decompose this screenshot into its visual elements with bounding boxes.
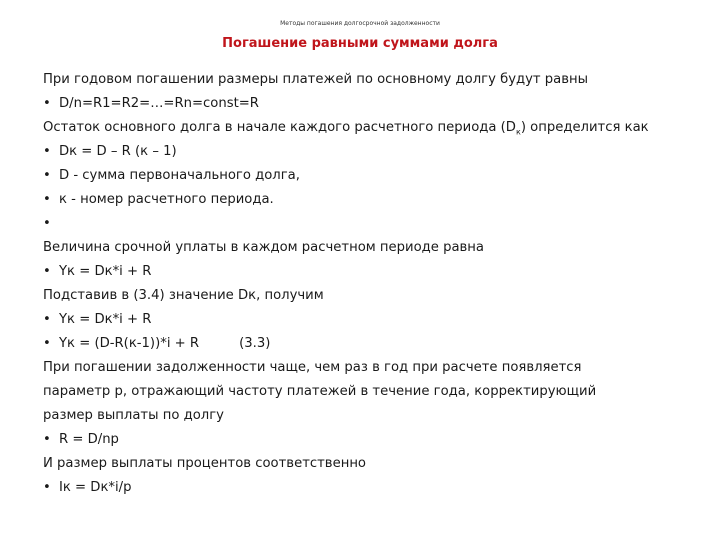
bullet-text: к - номер расчетного периода. — [59, 192, 274, 207]
text-line: При погашении задолженности чаще, чем раз в год при расчете появляется — [43, 360, 582, 375]
slide-title: Погашение равными суммами долга — [222, 36, 498, 51]
bullet-icon: • — [43, 432, 51, 447]
bullet-text: D - сумма первоначального долга, — [59, 168, 300, 183]
bullet-icon: • — [43, 312, 51, 327]
subscript: к — [515, 127, 521, 137]
text-line: При годовом погашении размеры платежей по основному долгу будут равны — [43, 72, 589, 87]
text-segment: Остаток основного долга в начале каждого расчетного периода (D — [43, 120, 516, 135]
slide-supertitle: Методы погашения долгосрочной задолженности — [280, 20, 440, 27]
text-segment: ) определится как — [520, 120, 649, 135]
bullet-text: Iк = Dк*i/p — [59, 480, 132, 495]
bullet-icon: • — [43, 168, 51, 183]
bullet-icon: • — [43, 216, 51, 231]
bullet-text: Yк = Dк*i + R — [59, 264, 152, 279]
slide-body — [43, 68, 693, 500]
text-line: И размер выплаты процентов соответственно — [43, 456, 367, 471]
text-line — [43, 116, 693, 140]
bullet-item — [43, 260, 693, 284]
bullet-text: R = D/np — [59, 432, 119, 447]
bullet-item — [43, 332, 693, 356]
bullet-icon: • — [43, 336, 51, 351]
bullet-item — [43, 188, 693, 212]
bullet-item — [43, 92, 693, 116]
bullet-icon: • — [43, 264, 51, 279]
bullet-icon: • — [43, 480, 51, 495]
bullet-text: Dк = D – R (к – 1) — [59, 144, 177, 159]
bullet-item-empty — [43, 212, 693, 236]
bullet-item — [43, 428, 693, 452]
bullet-icon: • — [43, 96, 51, 111]
bullet-text: Yк = Dк*i + R — [59, 312, 152, 327]
text-line: параметр p, отражающий частоту платежей в течение года, корректирующий — [43, 384, 597, 399]
bullet-text: D/n=R1=R2=…=Rn=const=R — [59, 96, 259, 111]
bullet-item — [43, 164, 693, 188]
bullet-item — [43, 308, 693, 332]
formula-text: Yк = (D-R(к-1))*i + R — [59, 336, 200, 351]
text-line: Величина срочной уплаты в каждом расчетном периоде равна — [43, 240, 485, 255]
formula-number: (3.3) — [239, 336, 271, 351]
bullet-icon: • — [43, 144, 51, 159]
bullet-item — [43, 476, 693, 500]
text-line: размер выплаты по долгу — [43, 408, 224, 423]
bullet-icon: • — [43, 192, 51, 207]
text-line: Подставив в (3.4) значение Dк, получим — [43, 288, 324, 303]
bullet-item — [43, 140, 693, 164]
